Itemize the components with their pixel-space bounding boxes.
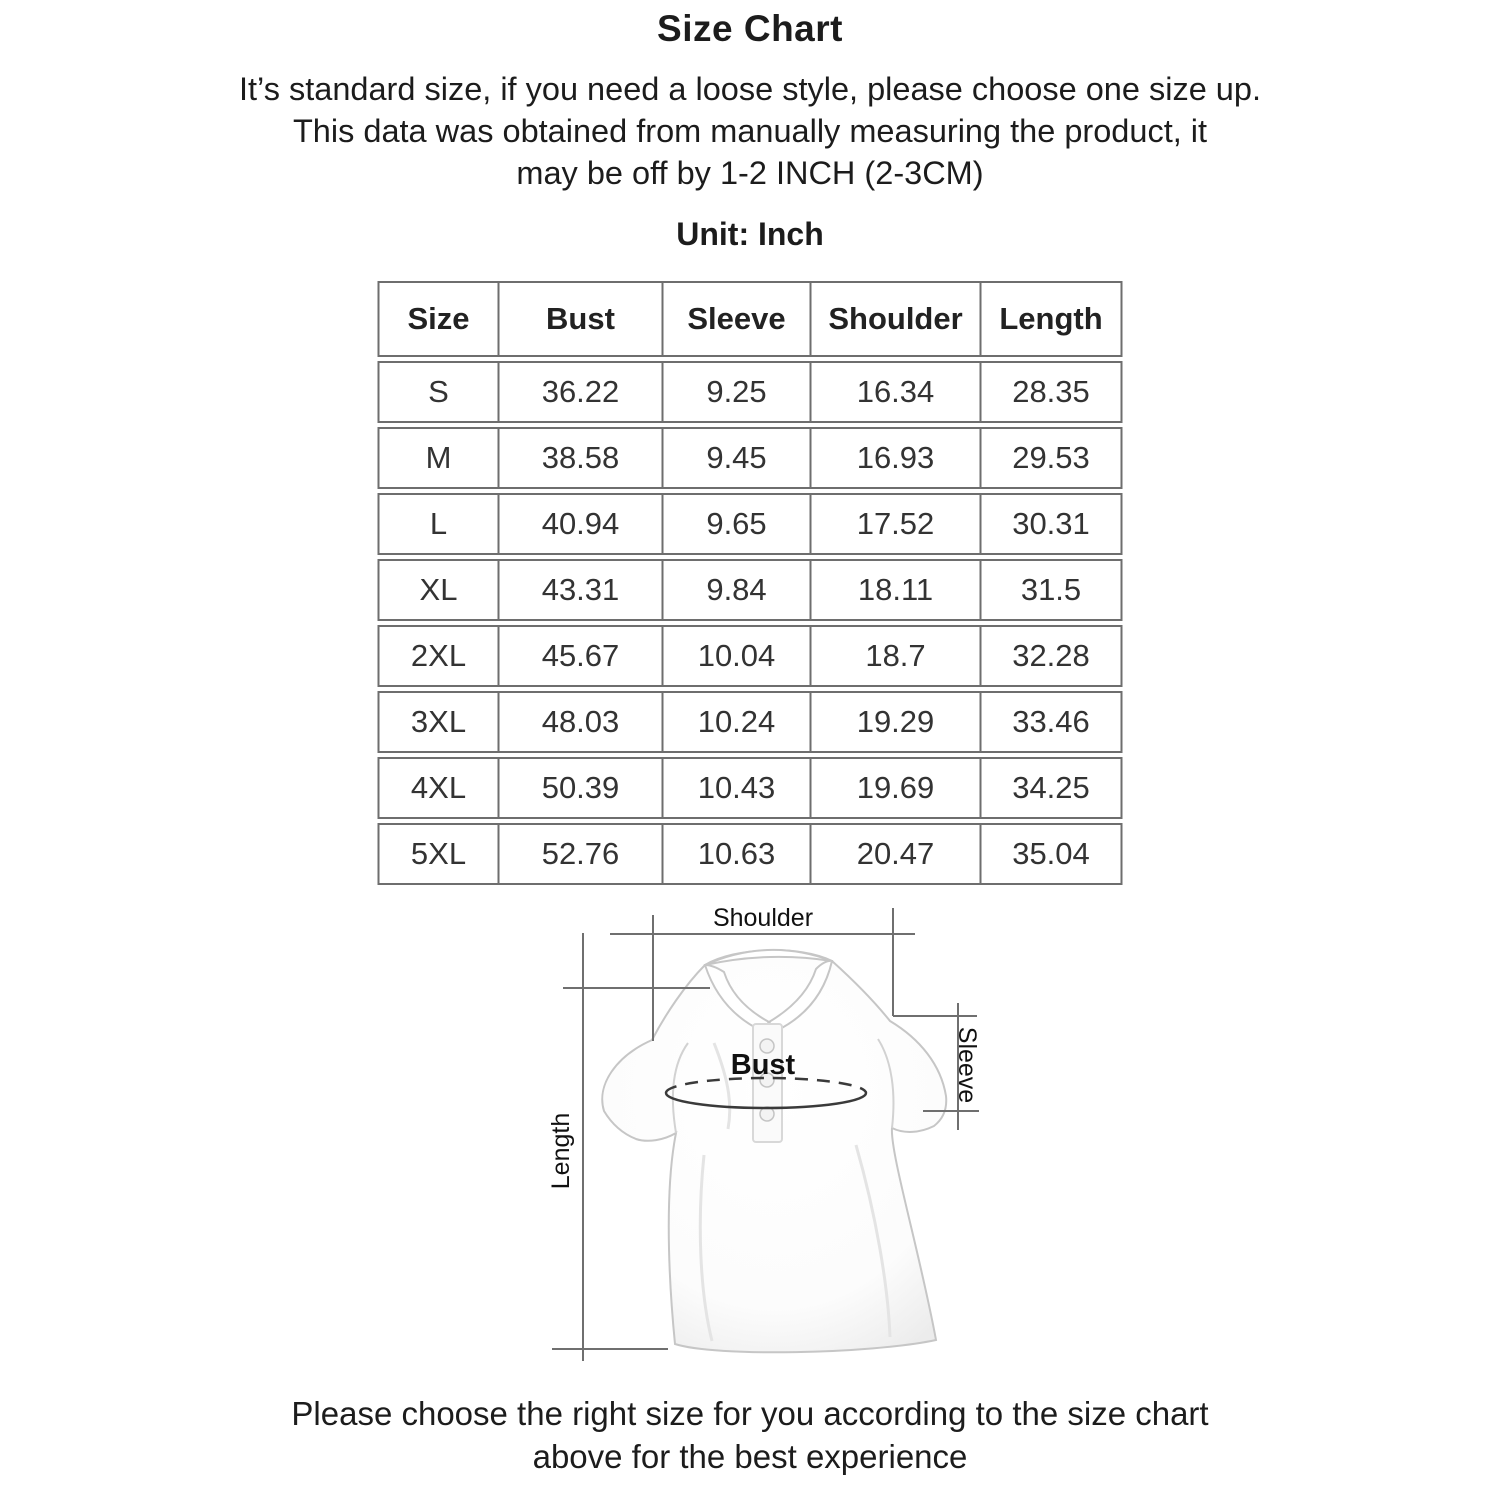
measurement-cell: 50.39: [500, 757, 664, 819]
size-cell: 3XL: [378, 691, 500, 753]
column-header-size: Size: [378, 281, 500, 357]
measurement-cell: 20.47: [812, 823, 982, 885]
column-header-length: Length: [982, 281, 1123, 357]
measurement-cell: 38.58: [500, 427, 664, 489]
shirt-measurement-diagram: [500, 893, 1060, 1393]
shoulder-measure-label: Shoulder: [712, 904, 814, 932]
size-table-header: [378, 281, 1123, 357]
column-header-sleeve: Sleeve: [664, 281, 812, 357]
size-table-body: [378, 361, 1123, 885]
measurement-cell: 10.63: [664, 823, 812, 885]
measurement-cell: 32.28: [982, 625, 1123, 687]
measurement-cell: 31.5: [982, 559, 1123, 621]
intro-line: It’s standard size, if you need a loose style, please choose one size up.: [239, 71, 1261, 107]
measurement-cell: 48.03: [500, 691, 664, 753]
intro-line: may be off by 1-2 INCH (2-3CM): [516, 155, 984, 191]
measurement-cell: 19.29: [812, 691, 982, 753]
size-cell: 5XL: [378, 823, 500, 885]
table-row: [378, 691, 1123, 753]
table-row: [378, 361, 1123, 423]
measurement-cell: 40.94: [500, 493, 664, 555]
table-row: [378, 625, 1123, 687]
footer-line: above for the best experience: [532, 1438, 968, 1475]
measurement-cell: 9.25: [664, 361, 812, 423]
measurement-cell: 45.67: [500, 625, 664, 687]
size-cell: 4XL: [378, 757, 500, 819]
measurement-cell: 9.45: [664, 427, 812, 489]
size-cell: L: [378, 493, 500, 555]
measurement-cell: 33.46: [982, 691, 1123, 753]
page-title: Size Chart: [657, 8, 843, 49]
table-header-row: [378, 281, 1123, 357]
column-header-shoulder: Shoulder: [812, 281, 982, 357]
table-row: [378, 493, 1123, 555]
size-cell: S: [378, 361, 500, 423]
bust-measure-label: Bust: [730, 1049, 796, 1081]
measurement-cell: 43.31: [500, 559, 664, 621]
measurement-cell: 10.04: [664, 625, 812, 687]
table-row: [378, 823, 1123, 885]
measurement-cell: 34.25: [982, 757, 1123, 819]
sleeve-measure-label: Sleeve: [953, 1026, 981, 1104]
table-row: [378, 757, 1123, 819]
table-row: [378, 427, 1123, 489]
size-table: [378, 277, 1123, 889]
footer-note: [0, 1392, 1500, 1478]
table-row: [378, 559, 1123, 621]
measurement-cell: 29.53: [982, 427, 1123, 489]
measurement-cell: 36.22: [500, 361, 664, 423]
measurement-cell: 30.31: [982, 493, 1123, 555]
measurement-cell: 10.24: [664, 691, 812, 753]
measurement-cell: 16.93: [812, 427, 982, 489]
measurement-cell: 19.69: [812, 757, 982, 819]
size-cell: M: [378, 427, 500, 489]
measurement-cell: 52.76: [500, 823, 664, 885]
measurement-cell: 9.84: [664, 559, 812, 621]
measurement-cell: 28.35: [982, 361, 1123, 423]
length-measure-label: Length: [547, 1112, 575, 1190]
measurement-cell: 18.7: [812, 625, 982, 687]
intro-text: [0, 68, 1500, 194]
intro-line: This data was obtained from manually measuring the product, it: [292, 113, 1208, 149]
measurement-cell: 18.11: [812, 559, 982, 621]
footer-line: Please choose the right size for you according to the size chart: [291, 1395, 1209, 1432]
measurement-cell: 9.65: [664, 493, 812, 555]
unit-label: Unit: Inch: [676, 216, 824, 252]
measurement-cell: 10.43: [664, 757, 812, 819]
measurement-cell: 17.52: [812, 493, 982, 555]
measurement-cell: 35.04: [982, 823, 1123, 885]
size-cell: 2XL: [378, 625, 500, 687]
size-cell: XL: [378, 559, 500, 621]
column-header-bust: Bust: [500, 281, 664, 357]
measurement-cell: 16.34: [812, 361, 982, 423]
